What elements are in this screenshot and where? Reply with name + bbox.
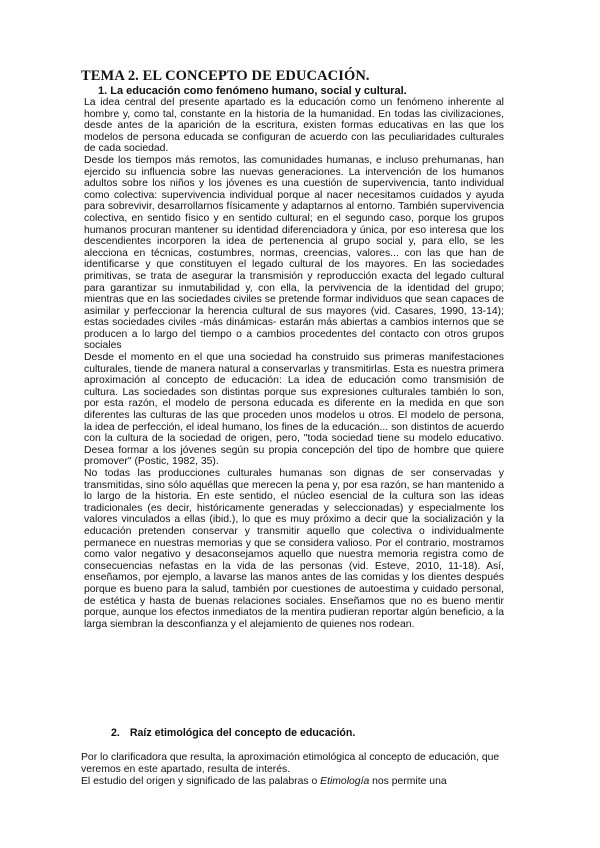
section-1-body	[84, 97, 504, 630]
paragraph-2: Desde los tiempos más remotos, las comunidades humanas, e incluso prehumanas, han ejercido su influencia sobre las nuevas generaciones. La intervención de los humanos adultos sobre los niños y los jóvenes es una cuestión de supervivencia, tanto individual como colectiva: supervivencia individual porque al nacer necesitamos cuidados y ayuda para sobrevivir, desarrollarnos físicamente y adaptarnos al entorno. También supervivencia colectiva, en sentido físico y en sentido cultural; en el segundo caso, porque los grupos humanos procuran mantener su identidad diferenciadora y única, por eso interesa que los descendientes incorporen la idea de pertenencia al grupo social y, para ello, se les alecciona en técnicas, costumbres, normas, creencias, valores... con las que han de identificarse y que constituyen el legado cultural de los mayores. En las sociedades primitivas, se trata de asegurar la transmisión y reproducción exacta del legado cultural para garantizar su inmutabilidad y, con ella, la pervivencia de la identidad del grupo; mientras que en las sociedades civiles se pretende formar individuos que sean capaces de asimilar y perfeccionar la herencia cultural de sus mayores (vid. Casares, 1990, 13-14); estas sociedades civiles -más dinámicas- estarán más abiertas a cambios internos que se producen a lo largo del tiempo o a cambios procedentes del contacto con otros grupos sociales	[84, 154, 504, 352]
section-2-paragraph-2	[81, 776, 505, 788]
section-2-number: 2.	[111, 727, 120, 739]
paragraph-3: Desde el momento en el que una sociedad ha construido sus primeras manifestaciones culturales, tiende de manera natural a conservarlas y transmitirlas. Esta es nuestra primera aproximación al concepto de educación: La idea de educación como transmisión de cultura. Las sociedades son distintas porque sus expresiones culturales también lo son, por esta razón, el modelo de persona educada es diferente en la medida en que son diferentes las culturas de las que proceden unos modelos u otros. El modelo de persona, la idea de perfección, el ideal humano, los fines de la educación... son distintos de acuerdo con la cultura de la sociedad de origen, pero, "toda sociedad tiene su modelo educativo. Desea formar a los jóvenes según su propia concepción del tipo de hombre que quiere promover" (Postic, 1982, 35).	[84, 352, 504, 468]
paragraph-1: La idea central del presente apartado es la educación como un fenómeno inherente al hombre y, como tal, constante en la historia de la humanidad. En todas las civilizaciones, desde antes de la aparición de la escritura, existen formas educativas en las que los modelos de persona educada se configuran de acuerdo con las peculiaridades culturales de cada sociedad.	[84, 97, 504, 155]
p2-text-after: nos permite una	[369, 776, 447, 787]
section-1-heading: 1. La educación como fenómeno humano, social y cultural.	[98, 85, 407, 97]
section-2-heading-text: Raíz etimológica del concepto de educación.	[129, 727, 356, 739]
section-2-body	[81, 752, 505, 788]
section-2-heading	[111, 727, 355, 739]
paragraph-4: No todas las producciones culturales humanas son dignas de ser conservadas y transmitidas, sino sólo aquéllas que merecen la pena y, por esa razón, se han mantenido a lo largo de la historia. En este sentido, el núcleo esencial de la cultura son las ideas tradicionales (es decir, históricamente generadas y seleccionadas) y especialmente los valores vinculados a ellas (ibid.), lo que es muy próximo a decir que la socialización y la educación pretenden conservar y transmitir aquello que colectiva o individualmente permanece en nuestras memorias y que se considera valioso. Por el contrario, mostramos como valor negativo y desaconsejamos aquello que nuestra memoria registra como de consecuencias nefastas en la vida de las personas (vid. Esteve, 2010, 11-18). Así, enseñamos, por ejemplo, a lavarse las manos antes de las comidas y los dientes después porque es bueno para la salud, también por cuestiones de autoestima y cuidado personal, de estética y hasta de buenas relaciones sociales. Enseñamos que no es bueno mentir porque, aunque los efectos inmediatos de la mentira pudieran reportar algún beneficio, a la larga siembran la desconfianza y el alejamiento de quienes nos rodean.	[84, 468, 504, 630]
section-2-paragraph-1: Por lo clarificadora que resulta, la aproximación etimológica al concepto de educación, que veremos en este apartado, resulta de interés.	[81, 752, 500, 775]
p2-text-before: El estudio del origen y significado de las palabras o	[81, 776, 321, 787]
p2-italic-term: Etimología	[320, 776, 370, 787]
page-title: TEMA 2. EL CONCEPTO DE EDUCACIÓN.	[81, 68, 370, 84]
